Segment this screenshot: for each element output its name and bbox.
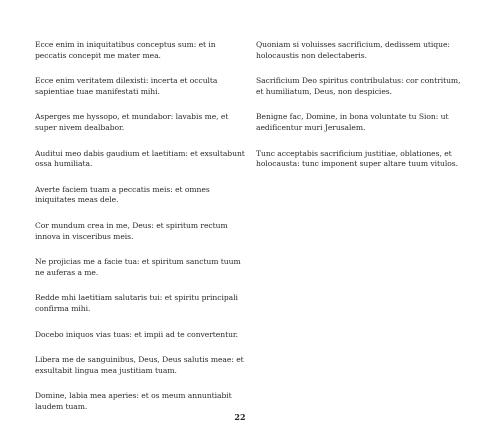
right-column — [256, 40, 466, 185]
verse: Averte faciem tuam a peccatis meis: et omnes iniquitates meas dele. — [35, 184, 210, 205]
verse: Quoniam si voluisses sacrificium, dedissem utique: holocaustis non delectaberis. — [256, 40, 450, 60]
verse: Benigne fac, Domine, in bona voluntate tu Sion: ut aedificentur muri Jerusalem. — [256, 112, 449, 132]
verse: Asperges me hyssopo, et mundabor: lavabis me, et super nivem dealbabor. — [35, 112, 229, 132]
verse: Tunc acceptabis sacrificium justitiae, oblationes, et holocausta: tunc imponent super altare tuum vitulos. — [256, 148, 458, 169]
verse: Docebo iniquos vias tuas: et impii ad te convertentur. — [35, 329, 239, 339]
page-number: 22 — [234, 412, 246, 422]
verse: Sacrificium Deo spiritus contribulatus: cor contritum, et humiliatum, Deus, non despicies. — [256, 76, 461, 96]
verse: Libera me de sanguinibus, Deus, Deus salutis meae: et exsultabit lingua mea justitiam tuam. — [35, 355, 244, 375]
verse: Redde mhi laetitiam salutaris tui: et spiritu principali confirma mihi. — [35, 293, 238, 313]
verse: Domine, labia mea aperies: et os meum annuntiabit laudem tuam. — [35, 391, 232, 411]
verse: Auditui meo dabis gaudium et laetitiam: et exsultabunt ossa humiliata. — [35, 148, 245, 169]
left-column — [35, 40, 245, 427]
verse: Ecce enim veritatem dilexisti: incerta et occulta sapientiae tuae manifestati mihi. — [35, 76, 218, 96]
verse: Ecce enim in iniquitatibus conceptus sum: et in peccatis concepit me mater mea. — [35, 40, 216, 60]
verse: Ne projicias me a facie tua: et spiritum sanctum tuum ne auferas a me. — [35, 257, 241, 277]
verse: Cor mundum crea in me, Deus: et spiritum rectum innova in visceribus meis. — [35, 220, 228, 241]
